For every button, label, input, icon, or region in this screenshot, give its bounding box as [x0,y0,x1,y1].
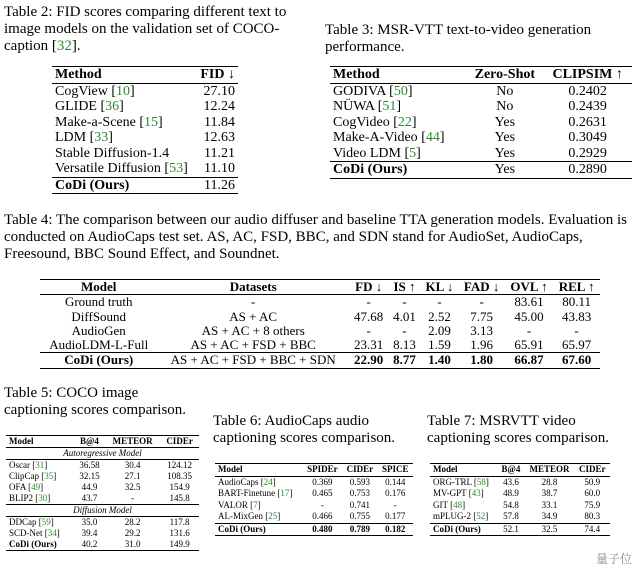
row-name: Ground truth [64,294,133,310]
table-cell: AS + AC + FSD + BBC + SDN [170,352,336,368]
row-name: Make-A-Video [44] [333,130,445,145]
table-row [6,528,199,539]
table-cell: 1.59 [428,337,451,353]
table7-caption: Table 7: MSRVTT video captioning scores comparison. [427,413,610,446]
table-row [52,83,238,99]
citation-ref: 15 [144,114,159,130]
table-cell: - [320,499,324,510]
row-name-text: Oscar [9,460,30,470]
table-row [215,500,413,512]
row-name-text: VALOR [218,499,248,510]
citation-ref: 49 [31,482,41,492]
row-name-text: CogVideo [333,114,390,130]
ours-name: CoDi (Ours) [55,177,130,193]
ours-name: CoDi (Ours) [333,162,408,177]
citation-ref: 10 [116,83,130,99]
table-cell: 28.2 [124,517,141,527]
table-cell: 0.755 [349,511,371,521]
table-cell: 33.1 [541,499,558,510]
table-cell: 0.369 [312,476,333,487]
table2-caption: Table 2: FID scores comparing different text to image models on the validation set of COCO-caption [32]. [4,4,287,54]
citation-ref: 51 [382,99,397,114]
table-row [40,338,600,353]
table-cell: AS + AC + FSD + BBC [190,337,316,353]
table-cell: - [251,294,256,310]
ours-name: CoDi (Ours) [9,539,57,549]
row-name-text: CogView [55,83,108,99]
row-name: DiffSound [71,308,127,324]
clipsim-value: 0.2890 [568,162,607,177]
table-cell: 39.4 [81,528,98,538]
table-cell: - [402,294,407,310]
t6-header: SPIDEr [307,464,338,474]
table-cell: 28.8 [541,476,558,487]
table-cell: 1.80 [470,352,493,368]
table-cell: 22.90 [354,352,384,368]
row-name: CogVideo [22] [333,114,417,130]
table-cell: 35.0 [81,517,98,527]
table-cell: 145.8 [169,493,190,503]
row-name-text: BART-Finetune [218,488,276,498]
table-cell: 124.12 [167,460,192,470]
table7 [430,463,610,536]
table-cell: - [393,499,397,510]
table-row [52,99,238,115]
t7-header: CIDEr [579,464,606,474]
zeroshot-value: No [496,99,514,114]
row-name: NÜWA [51] [333,99,402,114]
table-cell: 8.77 [393,352,416,368]
table-row [52,146,238,162]
table-row [6,482,199,493]
t5-header: CIDEr [166,436,193,446]
table-cell: - [479,294,484,310]
table-row [40,324,600,338]
citation-ref: 25 [268,511,278,521]
table4-header: Model [81,279,117,294]
ours-name: CoDi (Ours) [433,523,481,534]
table-cell: 32.5 [541,523,558,534]
citation-ref: 50 [393,83,408,99]
table-cell: 0.593 [349,476,371,487]
table-cell: 2.52 [428,308,451,324]
citation-ref: 53 [169,161,184,176]
table4-header: IS ↑ [393,279,416,294]
fid-value: 11.10 [204,161,235,176]
row-name-text: GLIDE [55,99,97,114]
table-cell: 43.7 [81,493,98,503]
row-name-text: Versatile Diffusion [55,161,161,176]
table-row [6,517,199,529]
row-name: ClipCap [35] [9,471,57,481]
citation-ref: 24 [263,476,273,487]
zeroshot-value: Yes [494,145,516,161]
table-row [330,146,632,162]
table-cell: 0.176 [385,488,406,498]
table-cell: - [366,322,371,338]
row-name-text: NÜWA [333,99,375,114]
table-cell: - [526,322,532,338]
table4-header: Datasets [229,279,277,294]
table2-header-fid: FID ↓ [200,67,235,82]
table-cell: - [131,493,135,503]
table3 [330,66,632,179]
watermark-text: 量子位 [595,552,632,566]
table-row [430,511,610,523]
table-cell: 1.96 [470,337,493,353]
table6 [215,463,413,536]
citation-ref: 58 [476,476,486,487]
table-cell: 75.9 [584,499,601,510]
citation-ref: 36 [105,99,120,114]
table6-caption: Table 6: AudioCaps audio captioning scores comparison. [213,413,396,446]
table-cell: 67.60 [561,352,592,368]
table-cell: 40.2 [81,539,98,549]
table-cell: 34.9 [541,511,558,521]
row-name: VALOR [7] [218,499,261,510]
table-cell: 30.4 [124,460,141,470]
table-cell: 0.466 [312,511,333,521]
row-name-text: AL-MixGen [218,511,263,521]
table-cell: - [574,322,579,338]
row-name-text: Stable Diffusion-1.4 [55,145,170,161]
ours-name: CoDi (Ours) [64,352,134,368]
table4-header: KL ↓ [425,279,454,294]
table-cell: 0.789 [349,523,371,534]
row-name-text: mPLUG-2 [433,511,471,521]
row-name: ORG-TRL [58] [433,476,489,487]
table2-header-method: Method [55,67,102,82]
zeroshot-value: Yes [494,162,516,177]
table-row [6,539,199,551]
table-cell: - [402,322,407,338]
t6-header: CIDEr [346,464,374,474]
table-cell: 43.6 [503,476,519,487]
table-cell: 74.4 [584,523,601,534]
table-row [52,161,238,177]
citation-ref: 52 [476,511,486,521]
row-name: GODIVA [50] [333,83,413,99]
table-cell: 0.177 [385,511,406,521]
table-cell: - [437,294,442,310]
row-name-text: SCD-Net [9,528,43,538]
row-name-text: MV-GPT [433,488,467,498]
table-cell: 50.9 [584,476,601,487]
table-cell: 0.144 [385,476,406,487]
row-name-text: BLIP2 [9,493,34,503]
row-name: BLIP2 [30] [9,493,51,503]
table4-header: REL ↑ [558,279,595,294]
clipsim-value: 0.2402 [568,83,607,99]
table-cell: 0.182 [385,523,406,534]
table3-caption: Table 3: MSR-VTT text-to-video generation performance. [325,22,592,55]
table-row [215,488,413,500]
table-cell: 52.1 [503,523,519,534]
row-name: CogView [10] [55,83,135,99]
fid-value: 27.10 [203,83,235,99]
row-name: Oscar [31] [9,460,48,470]
table4-header: FAD ↓ [463,279,500,294]
table-cell: 8.13 [393,337,416,353]
table3-header-zeroshot: Zero-Shot [474,67,536,82]
row-name-text: Make-A-Video [333,130,418,145]
table-cell: 154.9 [169,482,190,492]
clipsim-value: 0.3049 [568,130,607,145]
table3-header-clipsim: CLIPSIM ↑ [552,67,623,82]
row-name: BART-Finetune [17] [218,488,293,498]
t5-header: Model [9,436,34,446]
table-cell: 65.97 [561,337,592,353]
table-cell: 131.6 [169,528,190,538]
table-cell: 4.01 [393,308,416,324]
row-name: mPLUG-2 [52] [433,511,489,521]
section-label: Diffusion Model [73,505,132,515]
table-cell: 48.9 [503,488,519,498]
fid-value: 12.24 [203,99,235,114]
citation-ref: 48 [453,499,463,510]
table3-header-method: Method [333,67,380,82]
table-row [430,523,610,536]
citation-ref: 44 [425,130,440,145]
table-row [330,99,632,115]
row-name [52,146,196,162]
table-cell: 45.00 [514,308,544,324]
table-row [430,476,610,488]
table-row [40,295,600,310]
fid-value: 11.21 [204,145,235,161]
table-row [52,130,238,146]
row-name-text: LDM [55,130,87,145]
ours-name: CoDi (Ours) [218,523,266,534]
table-cell: 7.75 [470,308,493,324]
zeroshot-value: Yes [494,114,516,130]
table4-header: FD ↓ [355,279,383,294]
table-row [6,460,199,472]
table-cell: 38.7 [541,488,558,498]
row-name-text: GODIVA [333,83,386,99]
clipsim-value: 0.2439 [568,99,607,114]
table-cell: 47.68 [354,308,384,324]
row-name: OFA [49] [9,482,44,492]
table-cell: 65.91 [514,337,544,353]
table-cell: 31.0 [124,539,141,549]
table-cell: 32.5 [124,482,141,492]
t7-header: METEOR [529,464,570,474]
fid-value: 11.84 [204,114,235,130]
table-cell: 32.15 [79,471,100,481]
fid-value: 12.63 [203,130,235,145]
row-name-text: ORG-TRL [433,476,472,487]
citation-ref: 43 [471,488,481,498]
table-cell: 27.1 [124,471,141,481]
citation-ref: 59 [41,517,51,527]
row-name: AudioLDM-L-Full [49,337,149,353]
table-cell: 23.31 [354,337,384,353]
table-cell: 149.9 [169,539,190,549]
table-cell: 0.480 [312,523,333,534]
row-name: SCD-Net [34] [9,528,60,538]
fid-value: 11.26 [204,177,235,193]
table-row [330,162,632,179]
table-cell: 0.741 [349,499,371,510]
row-name: Versatile Diffusion [53] [55,161,188,176]
citation-ref: 35 [44,471,54,481]
t6-header: Model [218,464,243,474]
table-row [330,83,632,99]
table-row [430,488,610,500]
t6-header: SPICE [382,464,409,474]
citation-ref: 17 [280,488,290,498]
table-cell: 54.8 [503,499,519,510]
row-name: GIT [48] [433,499,466,510]
row-name: AudioGen [71,322,126,338]
table4-caption: Table 4: The comparison between our audio diffuser and baseline TTA generation models. Evaluation is conducted on AudioCaps test set. AS, AC, FSD, BBC, and SDN stand for AudioSet, AudioCaps, Freesound, BBC Sound Effect, and Soundnet. [4,212,627,262]
table-cell: 117.8 [169,517,190,527]
citation-ref: 33 [94,130,109,145]
t5-header: B@4 [80,436,99,446]
section-label: Autoregressive Model [63,448,142,458]
row-name: AudioCaps [24] [218,476,276,487]
table2 [52,66,238,194]
citation-ref: 5 [409,145,417,161]
table-cell: 80.11 [562,294,591,310]
table-cell: 66.87 [514,352,544,368]
table-row [6,471,199,482]
table4 [40,279,600,369]
table-row [215,476,413,488]
citation-ref: 34 [47,528,57,538]
row-name-text: ClipCap [9,471,40,481]
table-cell: 80.3 [584,511,601,521]
citation-ref: 30 [38,493,48,503]
row-name-text: DDCap [9,517,37,527]
table-row [6,505,199,517]
table-row [330,115,632,131]
row-name: AL-MixGen [25] [218,511,281,521]
zeroshot-value: No [496,83,514,99]
table-cell: AS + AC [229,308,278,324]
table-cell: 29.2 [124,528,141,538]
table-cell: 1.40 [428,352,451,368]
table-cell: 3.13 [470,322,493,338]
table-cell: 2.09 [428,322,451,338]
table-row [40,310,600,324]
table5 [6,435,199,551]
table-cell: 36.58 [79,460,100,470]
table-cell: 44.9 [81,482,98,492]
table-cell: 108.35 [167,471,192,481]
row-name: DDCap [59] [9,517,54,527]
row-name-text: Make-a-Scene [55,114,136,130]
citation-ref: 31 [35,460,45,470]
table-row [215,523,413,536]
citation-ref: 7 [253,499,258,510]
table-row [330,130,632,146]
row-name: MV-GPT [43] [433,488,484,498]
row-name-text: Video LDM [333,145,401,161]
table-cell: 60.0 [584,488,601,498]
row-name: LDM [33] [55,130,113,145]
t7-header: Model [433,464,458,474]
row-name: Make-a-Scene [15] [55,114,163,130]
table-cell: 83.61 [514,294,544,310]
table-row [430,500,610,512]
table-cell: 0.753 [349,488,371,498]
citation-ref: 22 [397,114,412,130]
table-row [52,177,238,194]
table4-header: OVL ↑ [510,279,548,294]
table-cell: - [366,294,371,310]
table-cell: 0.465 [312,488,333,498]
t5-header: METEOR [112,436,153,446]
clipsim-value: 0.2929 [568,145,607,161]
table-cell: 43.83 [561,308,592,324]
t7-header: B@4 [501,464,521,474]
zeroshot-value: Yes [494,130,516,145]
row-name-text: AudioCaps [218,476,259,487]
table-row [40,353,600,368]
table5-caption: Table 5: COCO image captioning scores comparison. [4,385,187,418]
clipsim-value: 0.2631 [568,114,607,130]
row-name-text: GIT [433,499,448,510]
table-row [6,448,199,460]
row-name-text: OFA [9,482,26,492]
row-name: GLIDE [36] [55,99,124,114]
table-cell: 57.8 [503,511,519,521]
row-name: Video LDM [5] [333,145,421,161]
table-row [215,511,413,523]
table-row [6,493,199,505]
table-cell: AS + AC + 8 others [201,322,305,338]
table-row [52,115,238,131]
